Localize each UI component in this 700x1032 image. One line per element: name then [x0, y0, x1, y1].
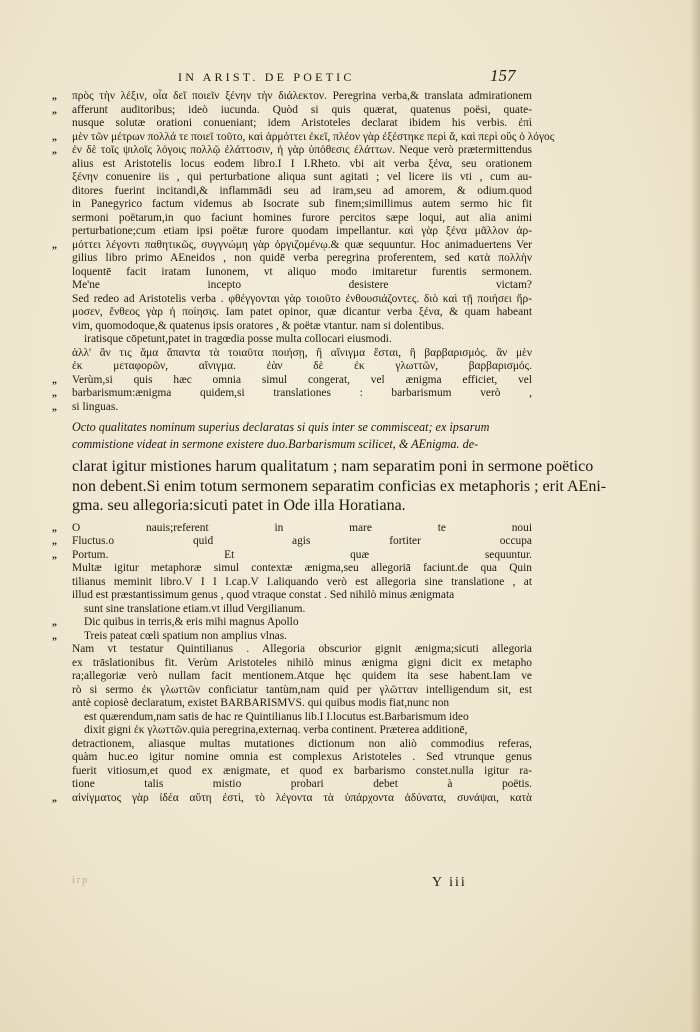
margin-marker: „ — [52, 401, 57, 413]
text-line: „ O nauis;referent in mare te noui — [52, 521, 532, 534]
margin-marker: „ — [52, 91, 57, 102]
margin-marker: „ — [52, 239, 57, 251]
page-spine-shadow — [690, 0, 700, 1032]
text-line: „ barbarismum:ænigma quidem,si translationes : barbarismum verò , — [52, 387, 532, 399]
text-line — [52, 819, 532, 833]
text-line — [52, 846, 532, 860]
text-line: vim, quomodoque,& quatenus ipsis oratores , & poëtæ vtantur. nam si dolentibus. — [72, 319, 445, 332]
text-line: ex trāslationibus fit. Verùm Aristoteles nihilò minus ænigma gigni dicit ex metapho — [72, 656, 532, 669]
text-line: „ Portum. Et quæ sequuntur. — [52, 548, 532, 561]
text-line: ra;allegoriæ verò nullam facit mentionem.Atque hęc quidem ita sese habent.Iam ve — [72, 670, 532, 682]
greek-quote-line: Octo qualitates nominum superius declaratas si quis inter se commisceat; ex ipsarum — [72, 420, 490, 434]
running-header: IN ARIST. DE POETIC — [178, 70, 355, 84]
text-line: „ ἐν δὲ τοῖς ψιλοῖς λόγοις πολλῷ ἐλάττοσιν, ἡ γὰρ ὑπόθεσις ἐλάττων. Neque verò prætermittendus — [52, 144, 532, 156]
lemma-line: non debent.Si enim totum sermonem separatim conficias ex metaphoris ; erit AEni- — [72, 477, 607, 495]
verse-line: sunt sine translatione etiam.vt illud Vergilianum. — [84, 602, 306, 615]
text-line: „ πρὸς τὴν λέξιν, οἷα δεῖ ποιεῖν ξένην τὴν διάλεκτον. Peregrina verba,& translata admirationem — [52, 90, 532, 102]
text-line — [52, 927, 532, 941]
text-line — [52, 859, 532, 873]
text-line — [52, 940, 532, 954]
text-line: detractionem, aliasque multas mutationes dictionum non aliò commodius referas, — [72, 737, 532, 750]
text-line — [52, 832, 532, 846]
signature-mark: Y iii — [432, 875, 467, 890]
text-line: ξένην conuenire iis , qui perturbatione aliqua sunt agitati ; vel licere iis vti , cum au- — [72, 171, 532, 183]
text-line: alius est Aristotelis locus eodem libro.I I I.Rheto. vbi ait verba ξένα, seu orationem — [72, 157, 532, 170]
text-line: loquentē facit iratam Iunonem, vt aliquo modo imitaretur furentis sermonem. — [72, 265, 532, 278]
text-line: „ μόττει λέγοντι παθητικῶς, συγγνώμη γὰρ ὀργιζομένῳ.& quæ sequuntur. Hoc animaduertens Ver — [52, 238, 532, 251]
margin-marker: „ — [52, 549, 57, 561]
verse-line: „ Dic quibus in terris,& eris mihi magnus Apollo — [52, 616, 299, 628]
text-line: „ μὲν τῶν μέτρων πολλά τε ποιεῖ τοῦτο, καὶ ἁρμόττει ἐκεῖ, πλέον γὰρ ἐξέστηκε περὶ ἅ, καὶ περὶ οὓς ὁ λόγος — [52, 130, 555, 143]
verse-line: est quærendum,nam satis de hac re Quintilianus lib.I I.locutus est.Barbarismum ideo — [84, 710, 469, 723]
text-line: ἐκ μεταφορῶν, αἴνιγμα. ἐὰν δὲ ἐκ γλωττῶν, βαρβαρισμός. — [72, 360, 532, 372]
text-line: Multæ igitur metaphoræ simul contextæ ænigma,seu allegoriā faciunt.de qua Quin — [72, 562, 532, 574]
lemma-line: gma. seu allegoria:sicuti patet in Ode illa Horatiana. — [72, 497, 406, 514]
text-line: antè copiosè declaratum, existet BARBARISMVS. qui quibus modis fiat,nunc non — [72, 697, 450, 709]
margin-marker: „ — [52, 617, 57, 628]
text-line: gilius libro primo AEneidos , non quidē verba peregrina proferentem, sed κατὰ πολλὴν — [72, 252, 532, 264]
text-line: „ afferunt auditoribus; ideò iucunda. Quòd si quis quærat, quatenus poësi, quate- — [52, 103, 532, 116]
margin-marker: „ — [52, 522, 57, 534]
margin-marker: „ — [52, 131, 57, 143]
text-line: nusque solutæ orationi conueniant; idem Aristoteles declarat ibidem his verbis. ἐπὶ — [72, 117, 532, 129]
text-line: μοσεν, ἔνθεος γὰρ ἡ ποίησις. Iam patet opinor, quæ dicantur verba ξένα, & quam habeant — [72, 306, 532, 318]
text-line: in Panegyrico factum videmus ab Isocrate sub finem;simillimus autem sermo hic fit — [72, 198, 532, 210]
text-line: ἀλλ' ἄν τις ἅμα ἅπαντα τὰ τοιαῦτα ποιήσῃ, ἢ αἴνιγμα ἔσται, ἢ βαρβαρισμός. ἂν μὲν — [72, 346, 532, 359]
text-line: „ si linguas. — [52, 400, 119, 413]
text-line: illud est præstantissimum genus , quod vtraque constat . Sed nihilò minus ænigmata — [72, 589, 455, 601]
text-line: „ Verùm,si quis hæc omnia simul congerat, vel ænigma efficiet, vel — [52, 373, 532, 386]
margin-marker: „ — [52, 374, 57, 386]
text-line: Nam vt testatur Quintilianus . Allegoria obscurior gignit ænigma;sicuti allegoria — [72, 643, 532, 655]
text-line — [52, 805, 532, 819]
text-line: Sed redeo ad Aristotelis verba . φθέγγονται γὰρ τοιοῦτο ἐνθουσιάζοντες. διὸ καὶ τῇ ποιήσει ἥρ- — [72, 292, 532, 305]
faded-marginal-mark: irp — [72, 875, 90, 886]
page-number: 157 — [490, 66, 516, 85]
lemma-line: clarat igitur mistiones harum qualitatum ; nam separatim poni in sermone poëtico — [72, 458, 594, 475]
margin-marker: „ — [52, 104, 57, 116]
greek-quote-line — [52, 1013, 532, 1029]
text-line: ditores fuerint incitandi,& inflammādi seu ad iram,seu ad amorem, & odium.quod — [72, 184, 532, 197]
text-line: Me'ne incepto desistere victam? — [72, 279, 532, 291]
text-line: perturbatione;cum etiam ipsi poëtæ furore quodam impellantur. καὶ γὰρ ξένα μᾶλλον ἁρ- — [72, 225, 532, 237]
text-line: fuerit vitiosum,et quod ex ænigmate, et quod ex barbarismo constet.nulla igitur ra- — [72, 764, 532, 777]
text-line — [52, 967, 532, 981]
text-line: „ Fluctus.o quid agis fortiter occupa — [52, 535, 532, 547]
verse-line: „ Treis pateat cœli spatium non amplius vlnas. — [52, 629, 288, 642]
text-line — [52, 900, 532, 914]
text-line: rò si sermo ἐκ γλωττῶν conficiatur tantùm,nam quid per γλῶτταν intelligendum sit, est — [72, 683, 532, 696]
text-line: quàm huc.eo igitur nomine omnia est complexus Aristoteles . Sed vtrunque genus — [72, 751, 532, 763]
margin-marker: „ — [52, 388, 57, 399]
text-line — [52, 913, 532, 927]
text-line — [52, 994, 532, 1008]
text-line — [52, 954, 532, 968]
greek-quote-line: commistione videat in sermone existere duo.Barbarismum scilicet, & AEnigma. de- — [72, 437, 479, 451]
margin-marker: „ — [52, 536, 57, 547]
text-line — [52, 981, 532, 995]
text-line: tilianus meminit libro.V I I I.cap.V I.aliquando verò est allegoria sine translatione , at — [72, 575, 532, 588]
text-line: iratisque cōpetunt,patet in tragœdia posse multa collocari eiusmodi. — [84, 333, 392, 345]
text-line: „ αἰνίγματος γὰρ ἰδέα αὕτη ἐστὶ, τὸ λέγοντα τὰ ὑπάρχοντα ἀδύνατα, συνάψαι, κατὰ — [52, 791, 532, 804]
text-line: tione talis mistio probari debet à poëtis. — [72, 778, 532, 790]
margin-marker: „ — [52, 145, 57, 156]
text-line: sermoni poëtarum,in quo faciunt homines furore percitos sæpe loqui, aut alia animi — [72, 211, 532, 224]
verse-line: dixit gigni ἐκ γλωττῶν.quia peregrina,externaq. verba continent. Præterea additionē, — [84, 724, 468, 736]
margin-marker: „ — [52, 630, 57, 642]
margin-marker: „ — [52, 792, 57, 804]
